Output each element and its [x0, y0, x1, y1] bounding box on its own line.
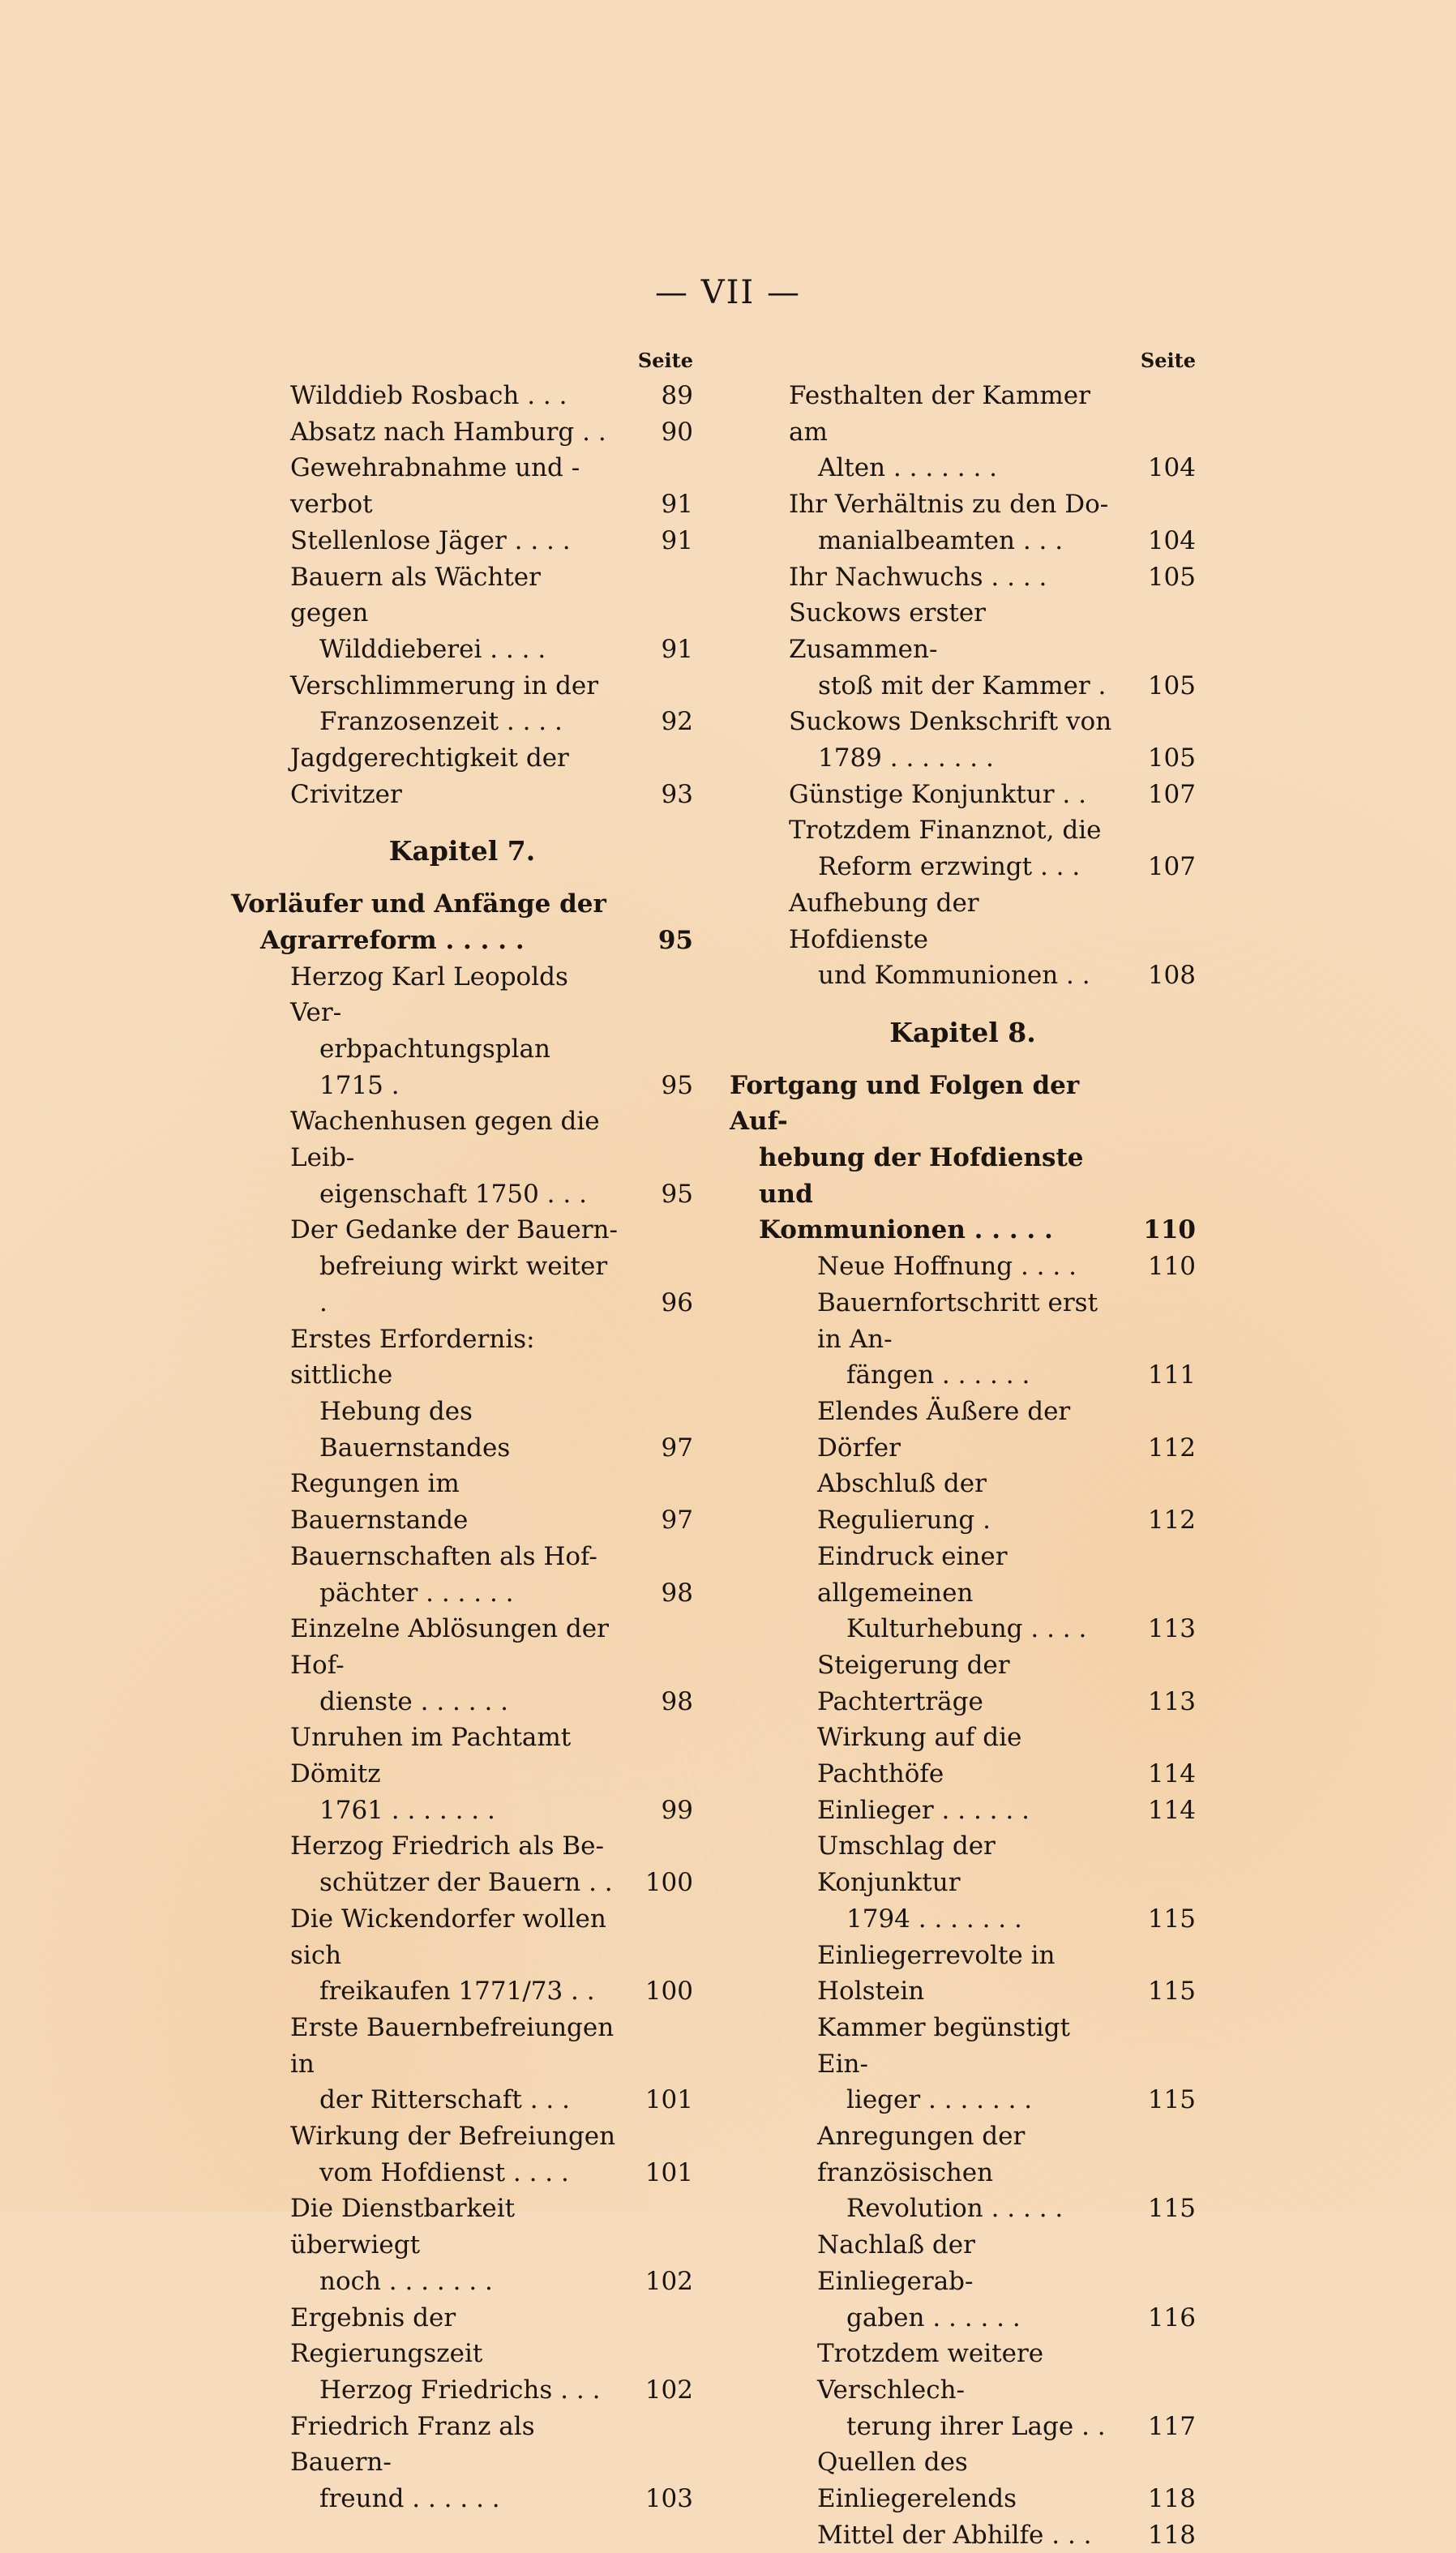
toc-entry-page: 91	[661, 525, 693, 555]
toc-entry-page: 108	[1147, 961, 1196, 991]
toc-entry-page: 90	[661, 417, 693, 447]
toc-entry	[730, 2227, 1196, 2336]
toc-entry-title: Stellenlose Jäger . . . .	[290, 525, 571, 555]
toc-entry-title: Herzog Friedrich als Be- schützer der Bauern . .	[290, 1831, 613, 1898]
entries-before-right	[730, 378, 1196, 994]
entries-after-left	[231, 959, 693, 2517]
toc-entry-page: 105	[1147, 670, 1196, 700]
toc-entry-title: Wirkung der Befreiungen vom Hofdienst . . . .	[290, 2122, 616, 2187]
toc-entry-title: Festhalten der Kammer am Alten . . . . . . .	[789, 381, 1090, 483]
toc-entry-title: Bauern als Wächter gegen Wilddieberei . . . .	[290, 562, 546, 664]
toc-entry-title: Verschlimmerung in der Franzosenzeit . . . .	[290, 670, 599, 737]
toc-entry-title: Erstes Erfordernis: sittliche Hebung des Bauernstandes	[290, 1324, 535, 1463]
toc-entry	[730, 1828, 1196, 1937]
seite-label: Seite	[637, 349, 693, 372]
toc-entry	[231, 2409, 693, 2517]
toc-entry-title: Regungen im Bauernstande	[290, 1469, 469, 1536]
toc-entry-page: 95	[661, 1179, 693, 1209]
toc-entry-title: Anregungen der französischen Revolution . . . . .	[817, 2122, 1064, 2224]
toc-entry	[231, 2118, 693, 2191]
toc-entry-page: 101	[644, 2157, 693, 2187]
toc-entry-page: 98	[661, 1686, 693, 1716]
toc-entry-page: 91	[661, 634, 693, 664]
toc-entry-title: Steigerung der Pachterträge	[817, 1650, 1010, 1716]
chapter-title: Vorläufer und Anfänge der Agrarreform . . . . . 95	[231, 886, 693, 958]
toc-entry-page: 97	[661, 1506, 693, 1536]
toc-entry	[730, 2444, 1196, 2517]
chapter-heading: Kapitel 8.	[889, 1016, 1036, 1048]
toc-entry-title: Trotzdem Finanznot, die Reform erzwingt . . .	[789, 816, 1102, 882]
toc-entry-page: 107	[1147, 779, 1196, 809]
toc-entry	[730, 2118, 1196, 2227]
toc-entry-page: 114	[1147, 1795, 1196, 1825]
toc-entry-page: 113	[1147, 1614, 1196, 1644]
toc-entry	[231, 1321, 693, 1467]
chapter-title: Fortgang und Folgen der Auf- hebung der Hofdienste und Kommunionen . . . . . 110	[730, 1068, 1196, 1249]
toc-entry	[231, 959, 693, 1104]
toc-entry-title: Günstige Konjunktur . .	[789, 779, 1086, 809]
toc-entry	[730, 1793, 1196, 1829]
toc-entry-title: Elendes Äußere der Dörfer	[817, 1396, 1071, 1463]
toc-entry-title: Eindruck einer allgemeinen Kulturhebung . . . .	[817, 1541, 1087, 1644]
toc-entry-page: 93	[661, 779, 693, 809]
toc-entry-title: Wachenhusen gegen die Leib- eigenschaft 1750 . . .	[290, 1107, 600, 1209]
toc-entry	[231, 1901, 693, 2010]
toc-entry-title: Herzog Karl Leopolds Ver- erbpachtungsplan 1715 .	[290, 962, 568, 1100]
toc-entry	[730, 2517, 1196, 2553]
toc-entry-title: Suckows erster Zusammen- stoß mit der Kammer .	[789, 598, 1107, 700]
toc-entry-page: 104	[1147, 525, 1196, 555]
toc-entry	[730, 885, 1196, 994]
toc-entry-title: Einliegerrevolte in Holstein	[817, 1940, 1056, 2007]
toc-entry-page: 89	[661, 381, 693, 410]
toc-entry-title: Kammer begünstigt Ein- lieger . . . . . . .	[817, 2012, 1070, 2115]
toc-entry	[231, 1611, 693, 1720]
toc-entry	[231, 1212, 693, 1321]
toc-entry	[730, 1249, 1196, 1285]
toc-entry	[730, 2336, 1196, 2444]
toc-entry-page: 101	[644, 2085, 693, 2115]
toc-entry-title: Absatz nach Hamburg . .	[290, 417, 606, 447]
toc-entry-page: 91	[661, 490, 693, 520]
toc-entry	[730, 1647, 1196, 1720]
toc-entry	[730, 378, 1196, 486]
toc-entry-page: 102	[644, 2375, 693, 2405]
toc-entry	[730, 777, 1196, 813]
toc-entry-title: Bauernschaften als Hof- pächter . . . . . .	[290, 1541, 597, 1608]
toc-entry-page: 112	[1147, 1433, 1196, 1463]
toc-entry-page: 105	[1147, 562, 1196, 592]
toc-entry-page: 114	[1147, 1759, 1196, 1789]
toc-entry-page: 104	[1147, 453, 1196, 483]
toc-entry-page: 100	[644, 1868, 693, 1898]
toc-entry-page: 100	[644, 1977, 693, 2007]
toc-column-right	[730, 349, 1196, 2553]
toc-entry-page: 97	[661, 1433, 693, 1463]
toc-entry-title: Gewehrabnahme und -verbot	[290, 453, 580, 520]
toc-entry-page: 117	[1147, 2411, 1196, 2441]
chapter-page: 95	[657, 925, 693, 955]
toc-entry-title: Abschluß der Regulierung .	[817, 1469, 991, 1536]
toc-entry	[730, 1539, 1196, 1647]
toc-entry-page: 110	[1147, 1252, 1196, 1282]
toc-entry-title: Ihr Nachwuchs . . . .	[789, 562, 1047, 592]
toc-entry	[231, 668, 693, 740]
toc-entry-page: 99	[661, 1795, 693, 1825]
toc-entry-title: Wilddieb Rosbach . . .	[290, 381, 567, 410]
toc-entry-page: 92	[661, 707, 693, 737]
toc-entry	[730, 595, 1196, 704]
toc-entry-title: Einzelne Ablösungen der Hof- dienste . . . . . .	[290, 1614, 609, 1716]
toc-entry-page: 112	[1147, 1506, 1196, 1536]
toc-column-left	[231, 349, 693, 2517]
toc-entry	[231, 523, 693, 559]
toc-entry-title: Neue Hoffnung . . . .	[817, 1252, 1077, 1282]
toc-entry	[730, 1394, 1196, 1466]
toc-entry	[730, 2010, 1196, 2118]
toc-entry-page: 118	[1147, 2484, 1196, 2514]
toc-entry	[231, 1828, 693, 1900]
toc-entry-title: Die Wickendorfer wollen sich freikaufen 1771/73 . .	[290, 1904, 606, 2007]
toc-entry-page: 103	[644, 2484, 693, 2514]
toc-entry	[231, 414, 693, 451]
toc-entry-page: 115	[1147, 2194, 1196, 2224]
toc-entry-title: Nachlaß der Einliegerab- gaben . . . . . .	[817, 2230, 1021, 2332]
toc-entry-title: Die Dienstbarkeit überwiegt noch . . . . . . .	[290, 2194, 516, 2296]
toc-entry	[730, 486, 1196, 559]
toc-entry	[231, 450, 693, 522]
toc-entry-title: Quellen des Einliegerelends	[817, 2448, 1017, 2514]
toc-entry-page: 113	[1147, 1686, 1196, 1716]
toc-entry-title: Wirkung auf die Pachthöfe	[817, 1723, 1022, 1789]
toc-entry	[730, 812, 1196, 885]
toc-entry-title: Bauernfortschritt erst in An- fängen . . . . . .	[817, 1287, 1098, 1390]
toc-entry	[730, 1466, 1196, 1538]
entries-after-right	[730, 1249, 1196, 2553]
toc-entry	[231, 559, 693, 668]
toc-entry-title: Friedrich Franz als Bauern- freund . . . . . .	[290, 2411, 535, 2514]
toc-entry-title: Ergebnis der Regierungszeit Herzog Friedrichs . . .	[290, 2302, 601, 2405]
toc-entry-page: 105	[1147, 743, 1196, 773]
toc-entry	[231, 1720, 693, 1828]
toc-entry-title: Suckows Denkschrift von 1789 . . . . . . .	[789, 707, 1112, 773]
toc-entry	[730, 1720, 1196, 1792]
toc-entry	[231, 2300, 693, 2409]
toc-entry-title: Erste Bauernbefreiungen in der Ritterschaft . . .	[290, 2012, 615, 2115]
toc-entry-title: Mittel der Abhilfe . . .	[817, 2520, 1092, 2550]
toc-entry	[231, 378, 693, 414]
toc-entry-title: Aufhebung der Hofdienste und Kommunionen . .	[789, 888, 1090, 991]
chapter-heading: Kapitel 7.	[388, 835, 536, 867]
toc-entry-page: 95	[661, 1070, 693, 1100]
toc-entry-page: 116	[1147, 2302, 1196, 2332]
toc-entry-page: 102	[644, 2266, 693, 2296]
toc-entry-page: 115	[1147, 1977, 1196, 2007]
toc-entry	[730, 559, 1196, 596]
toc-entry-title: Ihr Verhältnis zu den Do- manialbeamten . . .	[789, 490, 1109, 555]
toc-entry-title: Unruhen im Pachtamt Dömitz 1761 . . . . . . .	[290, 1723, 572, 1825]
toc-entry	[730, 704, 1196, 776]
toc-entry	[231, 1539, 693, 1611]
toc-entry-page: 115	[1147, 2085, 1196, 2115]
page-number: — VII —	[655, 274, 801, 311]
toc-entry-page: 96	[661, 1287, 693, 1317]
toc-entry	[231, 1103, 693, 1212]
toc-entry	[231, 2191, 693, 2299]
toc-entry-title: Einlieger . . . . . .	[817, 1795, 1030, 1825]
toc-entry-page: 111	[1147, 1360, 1196, 1390]
toc-entry	[231, 740, 693, 812]
toc-entry	[730, 1285, 1196, 1394]
chapter-page: 110	[1143, 1215, 1196, 1245]
toc-entry-title: Trotzdem weitere Verschlech- terung ihrer Lage . .	[817, 2339, 1106, 2441]
toc-entry-title: Der Gedanke der Bauern- befreiung wirkt weiter .	[290, 1215, 618, 1317]
toc-entry-page: 118	[1147, 2520, 1196, 2550]
toc-entry-page: 107	[1147, 852, 1196, 882]
toc-entry	[231, 1466, 693, 1538]
toc-entry-page: 115	[1147, 1904, 1196, 1934]
toc-entry-page: 98	[661, 1578, 693, 1608]
toc-entry-title: Umschlag der Konjunktur 1794 . . . . . . .	[817, 1831, 1022, 1934]
seite-label: Seite	[1140, 349, 1196, 372]
toc-entry	[231, 2010, 693, 2118]
toc-entry-title: Jagdgerechtigkeit der Crivitzer	[290, 743, 569, 809]
toc-entry	[730, 1938, 1196, 2010]
entries-before-left	[231, 378, 693, 812]
